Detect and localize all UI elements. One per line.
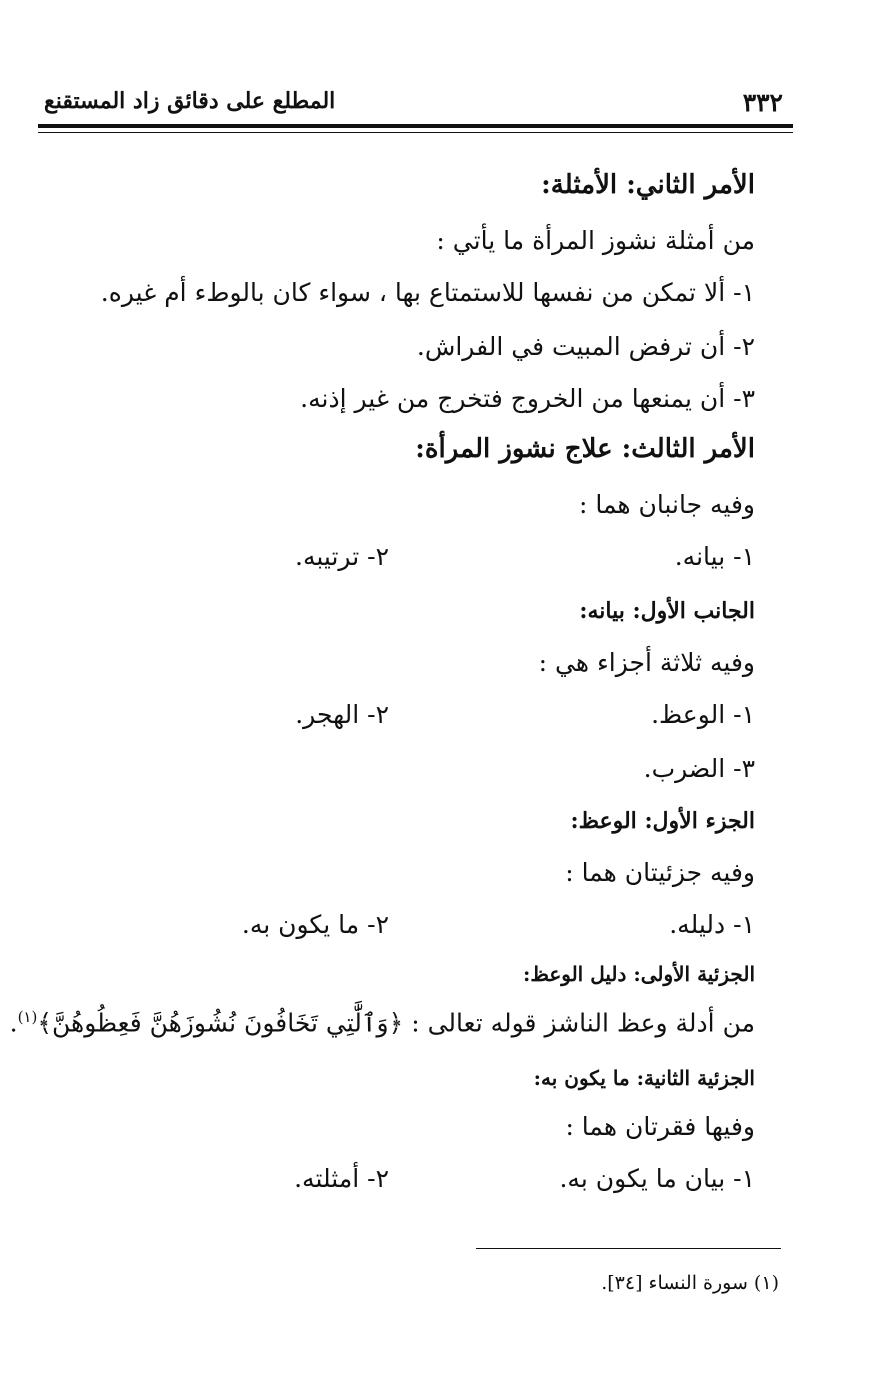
- paragraph-item-1: ١- بيان ما يكون به.: [559, 1164, 755, 1193]
- parts-list: [235, 700, 755, 740]
- part-item-1: ١- الوعظ.: [651, 700, 755, 729]
- page-number: ٣٣٢: [742, 88, 783, 117]
- footnote-marker: (١): [17, 1008, 38, 1026]
- page-header: [36, 88, 783, 118]
- heading-first-aspect: الجانب الأول: بيانه:: [579, 598, 755, 624]
- examples-intro: من أمثلة نشوز المرأة ما يأتي :: [436, 226, 755, 255]
- heading-first-subpart: الجزئية الأولى: دليل الوعظ:: [522, 962, 755, 986]
- aspect-item-1: ١- بيانه.: [674, 542, 755, 571]
- aspects-list: [235, 542, 755, 582]
- parts-intro: وفيه ثلاثة أجزاء هي :: [538, 648, 755, 677]
- example-item-3: ٣- أن يمنعها من الخروج فتخرج من غير إذنه.: [300, 384, 755, 413]
- heading-second-subpart: الجزئية الثانية: ما يكون به:: [533, 1066, 755, 1090]
- example-item-2: ٢- أن ترفض المبيت في الفراش.: [416, 332, 755, 361]
- header-rule-thick: [38, 124, 793, 128]
- paragraphs-list: [235, 1164, 755, 1204]
- header-rule-thin: [38, 132, 793, 133]
- subparts-intro: وفيه جزئيتان هما :: [565, 858, 755, 887]
- heading-second-matter: الأمر الثاني: الأمثلة:: [541, 170, 755, 200]
- part-item-2: ٢- الهجر.: [295, 700, 389, 729]
- evidence-line: من أدلة وعظ الناشز قوله تعالى : ﴿وَٱلَّٰتِي تَخَافُونَ نُشُوزَهُنَّ فَعِظُوهُنَّ﴾$^{(١)}$.: [9, 1008, 755, 1038]
- quran-verse: ﴿وَٱلَّٰتِي تَخَافُونَ نُشُوزَهُنَّ فَعِظُوهُنَّ﴾: [37, 1008, 404, 1038]
- heading-first-part: الجزء الأول: الوعظ:: [570, 808, 755, 834]
- subparts-list: [235, 910, 755, 950]
- evidence-text: من أدلة وعظ الناشز قوله تعالى :: [411, 1008, 755, 1038]
- paragraphs-intro: وفيها فقرتان هما :: [565, 1112, 755, 1141]
- footnote-text: (١) سورة النساء [٣٤].: [601, 1272, 779, 1294]
- running-title: المطلع على دقائق زاد المستقنع: [44, 88, 336, 114]
- paragraph-item-2: ٢- أمثلته.: [294, 1164, 389, 1193]
- subpart-item-2: ٢- ما يكون به.: [241, 910, 389, 939]
- part-item-3: ٣- الضرب.: [643, 754, 755, 783]
- heading-third-matter: الأمر الثالث: علاج نشوز المرأة:: [415, 434, 755, 464]
- aspects-intro: وفيه جانبان هما :: [578, 490, 755, 519]
- subpart-item-1: ١- دليله.: [669, 910, 755, 939]
- example-item-1: ١- ألا تمكن من نفسها للاستمتاع بها ، سواء كان بالوطء أم غيره.: [100, 278, 755, 307]
- aspect-item-2: ٢- ترتيبه.: [295, 542, 389, 571]
- footnote-rule: [476, 1248, 781, 1249]
